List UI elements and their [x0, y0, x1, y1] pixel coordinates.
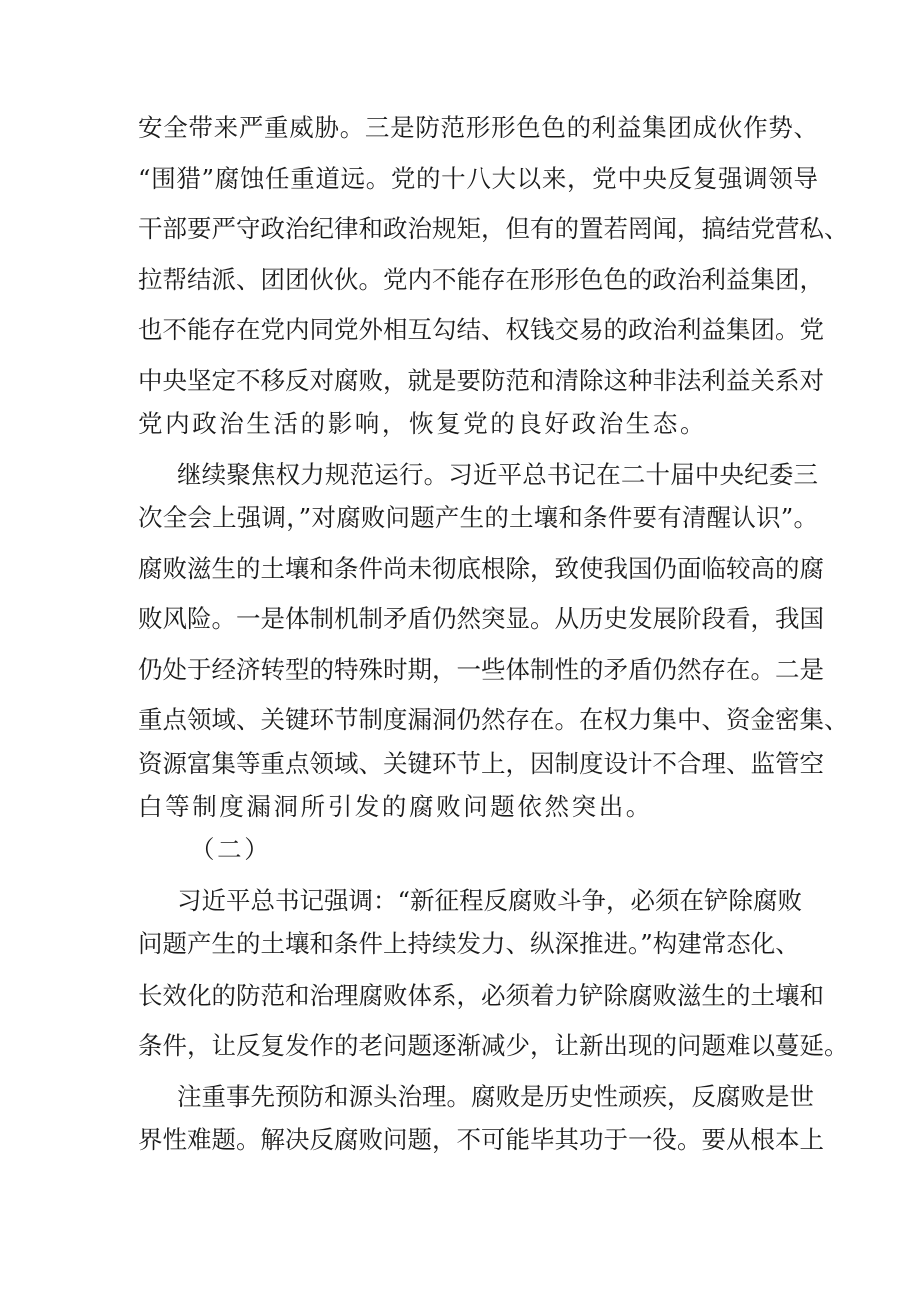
- text-line: 条件，让反复发作的老问题逐渐减少，让新出现的问题难以蔓延。: [138, 1031, 849, 1060]
- text-line: 仍处于经济转型的特殊时期，一些体制性的矛盾仍然存在。二是: [138, 655, 824, 684]
- text-line: 问题产生的土壤和条件上持续发力、纵深推进。”构建常态化、: [138, 929, 800, 958]
- paragraph-first-line: 继续聚焦权力规范运行。习近平总书记在二十届中央纪委三: [177, 460, 818, 489]
- text-line: 败风险。一是体制机制矛盾仍然突显。从历史发展阶段看，我国: [138, 604, 824, 633]
- text-line: 党内政治生活的影响，恢复党的良好政治生态。: [138, 409, 708, 438]
- text-line: 干部要严守政治纪律和政治规矩，但有的置若罔闻，搞结党营私、: [138, 214, 849, 243]
- text-line: 拉帮结派、团团伙伙。党内不能存在形形色色的政治利益集团，: [138, 265, 824, 294]
- text-line: 白等制度漏洞所引发的腐败问题依然突出。: [138, 792, 653, 821]
- text-line: 也不能存在党内同党外相互勾结、权钱交易的政治利益集团。党: [138, 315, 824, 344]
- text-line: 腐败滋生的土壤和条件尚未彻底根除，致使我国仍面临较高的腐: [138, 554, 824, 583]
- text-line: 长效化的防范和治理腐败体系，必须着力铲除腐败滋生的土壤和: [138, 981, 824, 1010]
- text-line: 次全会上强调，”对腐败问题产生的土壤和条件要有清醒认识”。: [138, 503, 818, 532]
- text-line: 重点领域、关键环节制度漏洞仍然存在。在权力集中、资金密集、: [138, 705, 849, 734]
- section-heading: （二）: [190, 835, 272, 864]
- paragraph-first-line: 习近平总书记强调：“新征程反腐败斗争，必须在铲除腐败: [177, 886, 803, 915]
- text-line: 资源富集等重点领域、关键环节上，因制度设计不合理、监管空: [138, 749, 824, 778]
- text-line: “围猎”腐蚀任重道远。党的十八大以来，党中央反复强调领导: [138, 164, 818, 193]
- text-line: 安全带来严重威胁。三是防范形形色色的利益集团成伙作势、: [138, 113, 818, 142]
- paragraph-first-line: 注重事先预防和源头治理。腐败是历史性顽疾，反腐败是世: [177, 1082, 814, 1111]
- text-line: 中央坚定不移反对腐败，就是要防范和清除这种非法利益关系对: [138, 366, 824, 395]
- text-line: 界性难题。解决反腐败问题，不可能毕其功于一役。要从根本上: [138, 1125, 824, 1154]
